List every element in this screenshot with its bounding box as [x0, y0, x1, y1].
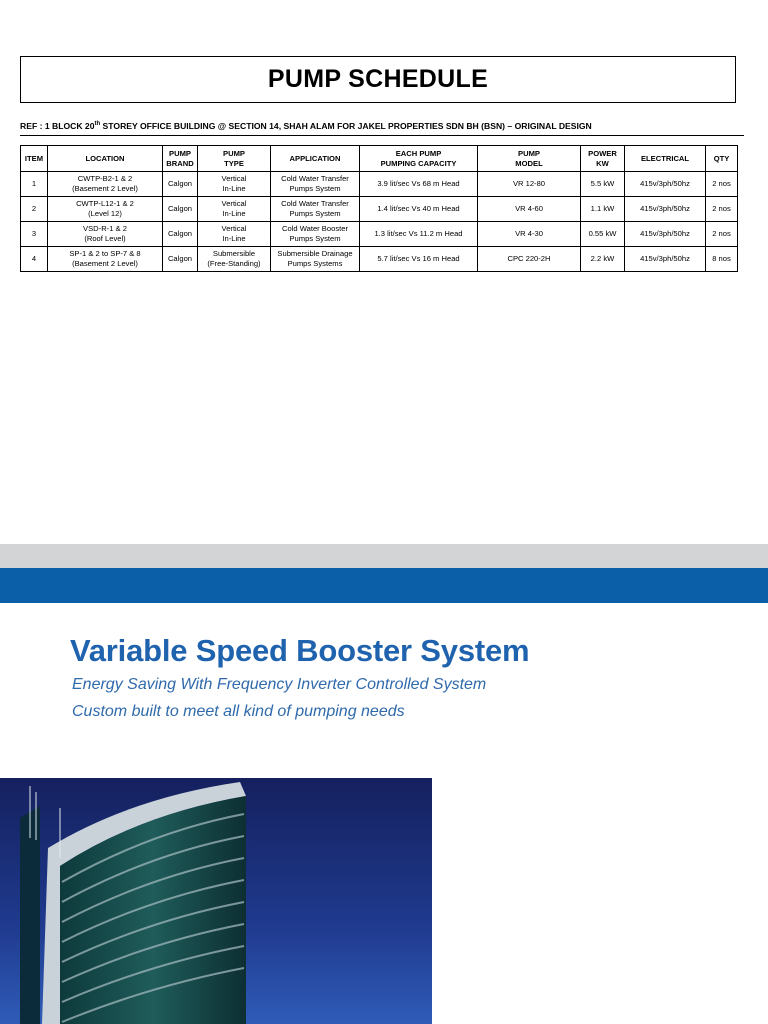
cell-item: 2	[21, 197, 48, 222]
table-row	[21, 197, 738, 222]
table-row	[21, 247, 738, 272]
cell-qty: 2 nos	[706, 197, 738, 222]
reference-line	[20, 121, 592, 131]
table-row	[21, 172, 738, 197]
brochure-title: Variable Speed Booster System	[70, 633, 530, 668]
reference-superscript: th	[94, 121, 101, 128]
cell-model: CPC 220-2H	[478, 247, 581, 272]
cell-power: 0.55 kW	[581, 222, 625, 247]
col-header-application: APPLICATION	[271, 146, 360, 172]
brochure-blue-band	[0, 568, 768, 603]
cell-power: 2.2 kW	[581, 247, 625, 272]
col-header-power: POWER KW	[581, 146, 625, 172]
page-title: PUMP SCHEDULE	[267, 65, 489, 93]
cell-electrical: 415v/3ph/50hz	[625, 247, 706, 272]
col-header-type: PUMP TYPE	[198, 146, 271, 172]
cell-model: VR 12-80	[478, 172, 581, 197]
cell-model: VR 4-30	[478, 222, 581, 247]
brochure-subtitle-2: Custom built to meet all kind of pumping needs	[72, 703, 405, 720]
col-header-item: ITEM	[21, 146, 48, 172]
cell-electrical: 415v/3ph/50hz	[625, 222, 706, 247]
cell-application: Cold Water Transfer Pumps System	[271, 172, 360, 197]
cell-brand: Calgon	[163, 222, 198, 247]
brochure-grey-band	[0, 544, 768, 568]
cell-application: Cold Water Booster Pumps System	[271, 222, 360, 247]
cell-location: VSD-R-1 & 2 (Roof Level)	[48, 222, 163, 247]
cell-type: Vertical In-Line	[198, 172, 271, 197]
reference-suffix: STOREY OFFICE BUILDING @ SECTION 14, SHAH ALAM FOR JAKEL PROPERTIES SDN BH (BSN) – ORIGINAL DESIGN	[100, 121, 592, 131]
cell-brand: Calgon	[163, 197, 198, 222]
cell-capacity: 3.9 lit/sec Vs 68 m Head	[360, 172, 478, 197]
cell-power: 5.5 kW	[581, 172, 625, 197]
cell-item: 4	[21, 247, 48, 272]
cell-power: 1.1 kW	[581, 197, 625, 222]
col-header-qty: QTY	[706, 146, 738, 172]
cell-type: Vertical In-Line	[198, 197, 271, 222]
col-header-location: LOCATION	[48, 146, 163, 172]
cell-type: Submersible (Free-Standing)	[198, 247, 271, 272]
building-photo	[0, 778, 432, 1024]
col-header-model: PUMP MODEL	[478, 146, 581, 172]
reference-divider	[20, 135, 744, 136]
cell-location: CWTP-L12-1 & 2 (Level 12)	[48, 197, 163, 222]
cell-location: SP-1 & 2 to SP-7 & 8 (Basement 2 Level)	[48, 247, 163, 272]
cell-electrical: 415v/3ph/50hz	[625, 172, 706, 197]
cell-application: Cold Water Transfer Pumps System	[271, 197, 360, 222]
cell-electrical: 415v/3ph/50hz	[625, 197, 706, 222]
reference-prefix: REF : 1 BLOCK 20	[20, 121, 95, 131]
cell-qty: 2 nos	[706, 222, 738, 247]
brochure-subtitle-1: Energy Saving With Frequency Inverter Controlled System	[72, 676, 487, 693]
cell-capacity: 1.4 lit/sec Vs 40 m Head	[360, 197, 478, 222]
table-row	[21, 222, 738, 247]
col-header-capacity: EACH PUMP PUMPING CAPACITY	[360, 146, 478, 172]
schedule-title-box	[20, 56, 736, 103]
cell-brand: Calgon	[163, 172, 198, 197]
table-header-row	[21, 146, 738, 172]
cell-item: 3	[21, 222, 48, 247]
cell-application: Submersible Drainage Pumps Systems	[271, 247, 360, 272]
cell-location: CWTP-B2-1 & 2 (Basement 2 Level)	[48, 172, 163, 197]
pump-schedule-table	[20, 145, 738, 272]
col-header-brand: PUMP BRAND	[163, 146, 198, 172]
cell-capacity: 1.3 lit/sec Vs 11.2 m Head	[360, 222, 478, 247]
cell-qty: 8 nos	[706, 247, 738, 272]
cell-qty: 2 nos	[706, 172, 738, 197]
cell-capacity: 5.7 lit/sec Vs 16 m Head	[360, 247, 478, 272]
cell-item: 1	[21, 172, 48, 197]
col-header-electrical: ELECTRICAL	[625, 146, 706, 172]
cell-brand: Calgon	[163, 247, 198, 272]
cell-model: VR 4-60	[478, 197, 581, 222]
cell-type: Vertical In-Line	[198, 222, 271, 247]
